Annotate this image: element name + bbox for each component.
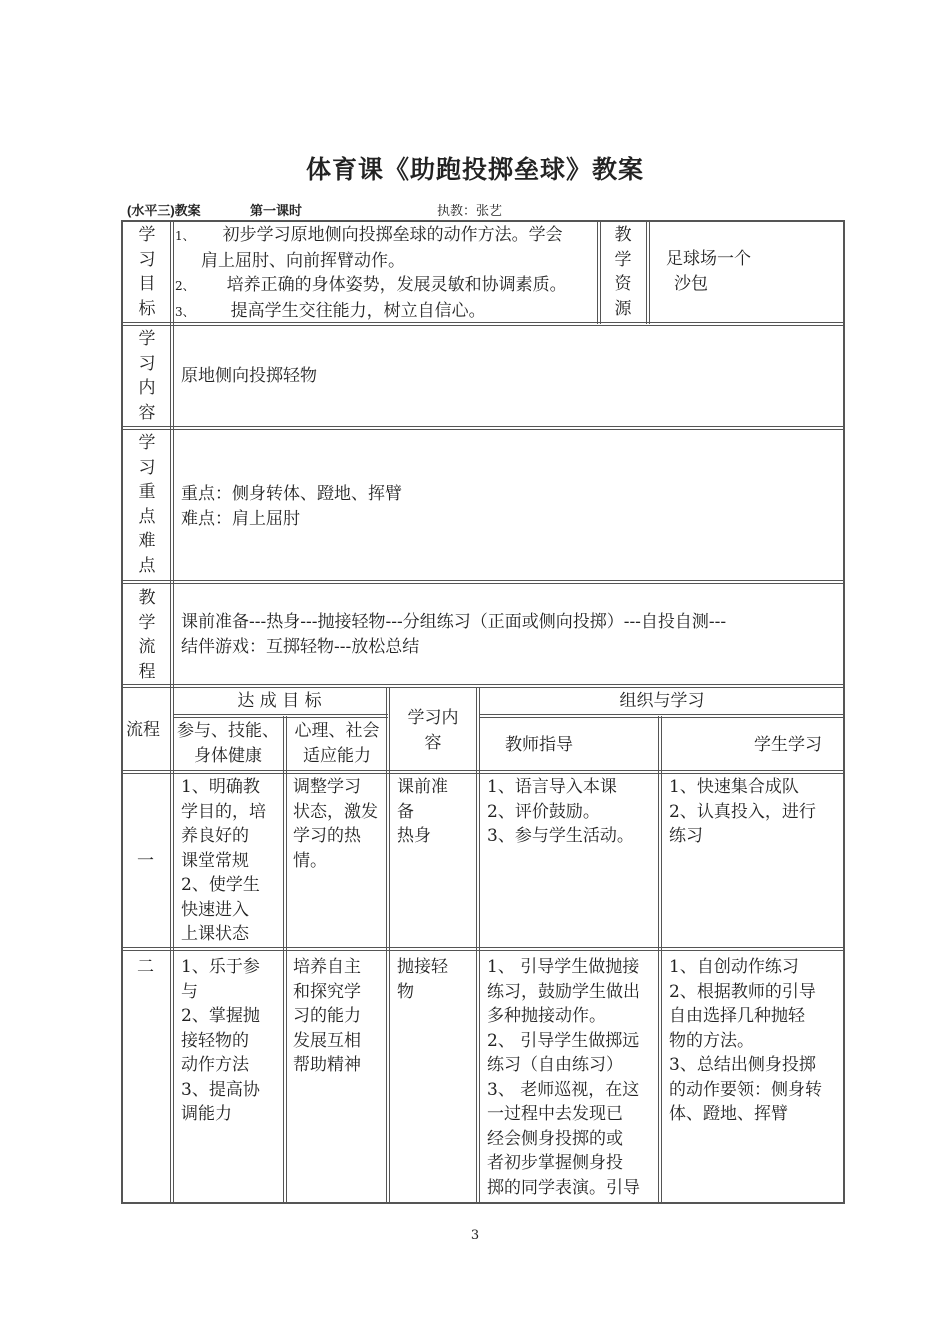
process-label: 教 学 流 程 [138, 588, 156, 682]
row2-goal-a: 1、乐于参 与 2、掌握抛 接轻物的 动作方法 3、提高协 调能力 [181, 957, 260, 1124]
header-student: 学生学习 [754, 735, 822, 755]
row1-goal-a: 1、明确教 学目的，培 养良好的 课堂常规 2、使学生 快速进入 上课状态 [181, 777, 266, 944]
header-teacher: 教师指导 [505, 735, 573, 755]
row1-flow: 一 [137, 851, 154, 871]
row2-content: 抛接轻 物 [397, 957, 448, 1002]
row1-teacher: 1、语言导入本课 2、评价鼓励。 3、参与学生活动。 [487, 777, 634, 846]
keypoints-text [181, 482, 581, 531]
content-label: 学 习 内 容 [138, 329, 156, 423]
difficult-point: 难点：肩上屈肘 [181, 508, 300, 529]
resources-list: 足球场一个 沙包 [666, 249, 751, 294]
header-org: 组织与学习 [619, 691, 705, 711]
row1-goal-b: 调整学习 状态，激发 学习的热 情。 [293, 777, 378, 871]
page-title: 体育课《助跑投掷垒球》教案 [305, 155, 644, 184]
header-content: 学习内 容 [407, 708, 459, 753]
goals-label: 学 习 目 标 [138, 225, 156, 319]
row2-goal-b: 培养自主 和探究学 习的能力 发展互相 帮助精神 [293, 957, 361, 1075]
goal-item-1: 1、 初步学习原地侧向投掷垒球的动作方法。学会 [175, 225, 563, 245]
teacher-label: 执教：张艺 [437, 204, 503, 219]
key-point: 重点：侧身转体、蹬地、挥臂 [181, 484, 402, 504]
process-text: 课前准备---热身---抛接轻物---分组练习（正面或侧向投掷）---自投自测--- 结伴游戏：互掷轻物---放松总结 [181, 612, 727, 657]
header-goal-a: 参与、技能、 身体健康 [177, 721, 279, 766]
row1-student: 1、快速集合成队 2、认真投入，进行 练习 [669, 777, 816, 846]
level-label: (水平三)教案 [127, 203, 201, 218]
header-flow: 流程 [126, 720, 160, 740]
header-goals: 达 成 目 标 [237, 691, 322, 711]
keypoints-label: 学 习 重 点 难 点 [138, 433, 156, 576]
row2-flow: 二 [137, 957, 154, 977]
row2-student: 1、自创动作练习 2、根据教师的引导 自由选择几种抛轻 物的方法。 3、总结出侧身投掷 的动作要领：侧身转 体、蹬地、挥臂 [669, 957, 822, 1124]
content-text: 原地侧向投掷轻物 [181, 366, 317, 386]
header-goal-b: 心理、社会 适应能力 [294, 721, 380, 766]
page-number: 3 [470, 1228, 480, 1243]
resources-label: 教 学 资 源 [614, 225, 632, 319]
goals-list: 1、 初步学习原地侧向投掷垒球的动作方法。学会 肩上屈肘、向前挥臂动作。 2、 培养正确的身体姿势，发展灵敏和协调素质。 3、 提高学生交往能力，树立自信心。 [175, 223, 597, 324]
row2-teacher: 1、 引导学生做抛接 练习，鼓励学生做出 多种抛接动作。 2、 引导学生做掷远 练习（自由练习） 3、 老师巡视，在这 一过程中去发现已 经会侧身投掷的或 者初步掌握侧身投 掷的同学表演。引导 [487, 957, 640, 1198]
row1-content: 课前准 备 热身 [397, 777, 448, 846]
lesson-label: 第一课时 [250, 203, 303, 218]
goal-item-2: 2、 培养正确的身体姿势，发展灵敏和协调素质。 [175, 275, 567, 295]
goal-item-3: 3、 提高学生交往能力，树立自信心。 [175, 300, 486, 321]
